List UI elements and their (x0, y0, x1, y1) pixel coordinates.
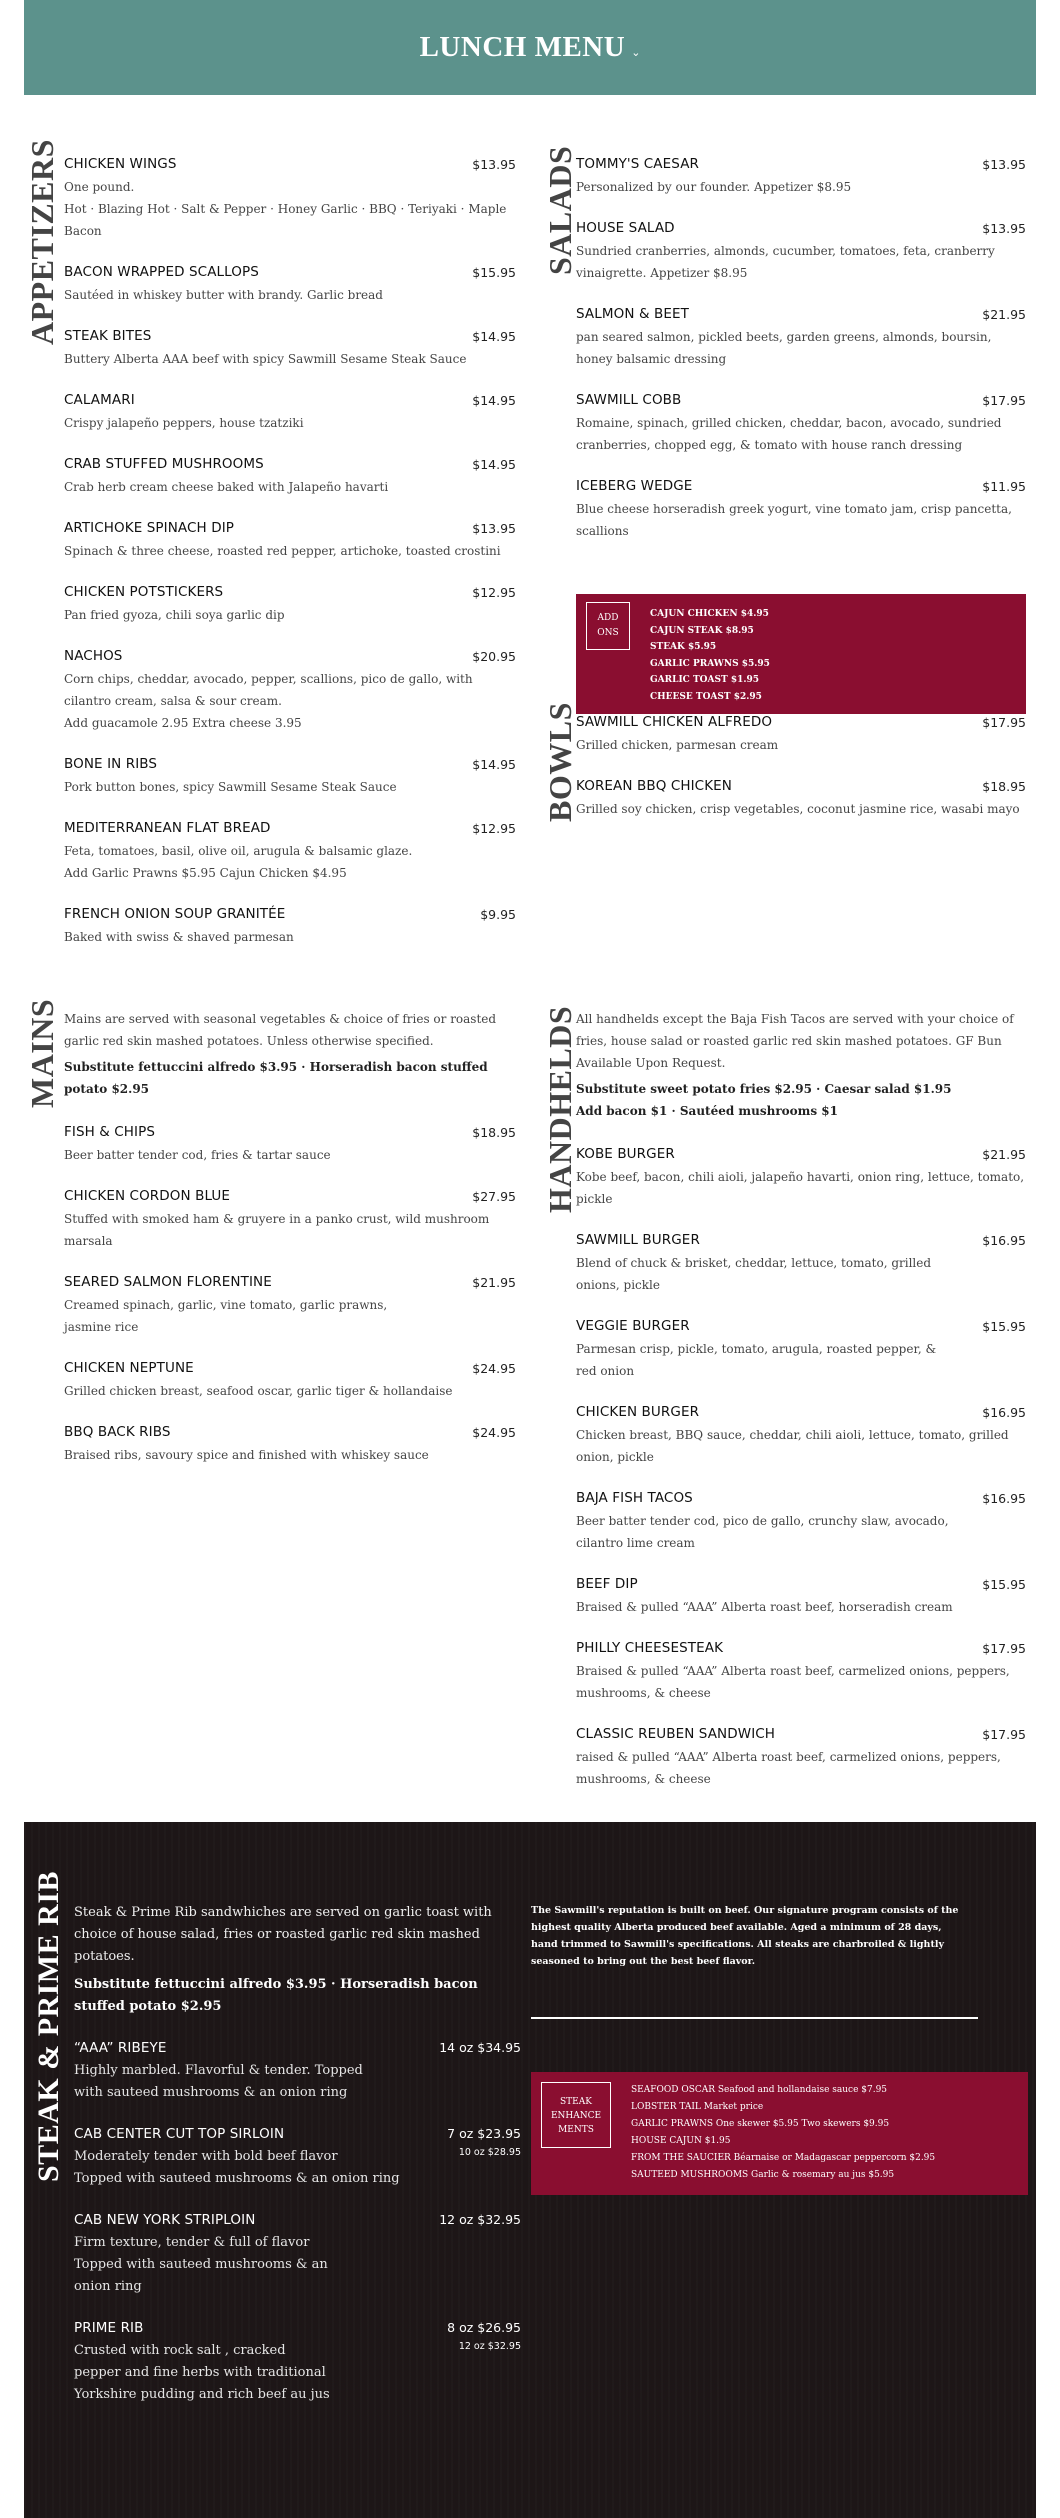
item-price: $14.95 (472, 757, 516, 772)
menu-item: KOREAN BBQ CHICKEN $18.95 Grilled soy chicken, crisp vegetables, coconut jasmine rice, wasabi mayo (576, 778, 1026, 820)
item-price: $21.95 (982, 1147, 1026, 1162)
menu-item: CRAB STUFFED MUSHROOMS $14.95 Crab herb cream cheese baked with Jalapeño havarti (64, 456, 516, 498)
menu-item: CHICKEN NEPTUNE $24.95 Grilled chicken breast, seafood oscar, garlic tiger & hollandaise (64, 1360, 516, 1402)
item-description: Kobe beef, bacon, chili aioli, jalapeño havarti, onion ring, lettuce, tomato, pickle (576, 1170, 1025, 1206)
item-price: $13.95 (982, 157, 1026, 172)
item-description: Feta, tomatoes, basil, olive oil, arugula & balsamic glaze. Add Garlic Prawns $5.95 Cajun Chicken $4.95 (64, 844, 413, 880)
bowls-section (530, 700, 1060, 900)
item-price: $14.95 (472, 393, 516, 408)
item-description: Creamed spinach, garlic, vine tomato, garlic prawns, jasmine rice (64, 1298, 388, 1334)
menu-item: CLASSIC REUBEN SANDWICH $17.95 raised & pulled “AAA” Alberta roast beef, carmelized onions, peppers, mushrooms, & cheese (576, 1726, 1026, 1790)
list-item: SEAFOOD OSCAR Seafood and hollandaise sauce $7.95 (631, 2085, 888, 2095)
item-price: $15.95 (982, 1577, 1026, 1592)
list-item: HOUSE CAJUN $1.95 (631, 2136, 731, 2146)
list-item: LOBSTER TAIL Market price (631, 2102, 764, 2112)
item-price: $15.95 (472, 265, 516, 280)
menu-item: PHILLY CHEESESTEAK $17.95 Braised & pulled “AAA” Alberta roast beef, carmelized onions, peppers, mushrooms, & cheese (576, 1640, 1026, 1704)
menu-item: ICEBERG WEDGE $11.95 Blue cheese horseradish greek yogurt, vine tomato jam, crisp pancetta, scallions (576, 478, 1026, 542)
list-item: GARLIC PRAWNS One skewer $5.95 Two skewers $9.95 (631, 2119, 890, 2129)
item-description: Spinach & three cheese, roasted red pepper, artichoke, toasted crostini (64, 544, 501, 558)
menu-item: CAB CENTER CUT TOP SIRLOIN 7 oz $23.95 10 oz $28.95 Moderately tender with bold beef flavor Topped with sauteed mushrooms & an onion ring (74, 2126, 521, 2190)
item-price: $24.95 (472, 1425, 516, 1440)
item-price: $16.95 (982, 1233, 1026, 1248)
menu-item: VEGGIE BURGER $15.95 Parmesan crisp, pickle, tomato, arugula, roasted pepper, & red onion (576, 1318, 1026, 1382)
item-description: Sautéed in whiskey butter with brandy. Garlic bread (64, 288, 383, 302)
menu-item: CHICKEN BURGER $16.95 Chicken breast, BBQ sauce, cheddar, chili aioli, lettuce, tomato, grilled onion, pickle (576, 1404, 1026, 1468)
menu-item: SALMON & BEET $21.95 pan seared salmon, pickled beets, garden greens, almonds, boursin, honey balsamic dressing (576, 306, 1026, 370)
menu-item: CHICKEN WINGS $13.95 One pound. Hot · Blazing Hot · Salt & Pepper · Honey Garlic · BBQ · Teriyaki · Maple Bacon (64, 156, 516, 242)
beef-program-info: The Sawmill's reputation is built on beef. Our signature program consists of the highest quality Alberta produced beef available. Aged a minimum of 28 days, hand trimmed to Sawmill's specifications. All steaks are charbroiled & lightly seasoned to bring out the best beef flavor. (531, 1905, 959, 1967)
item-description: Grilled soy chicken, crisp vegetables, coconut jasmine rice, wasabi mayo (576, 802, 1020, 816)
list-item: CHEESE TOAST $2.95 (650, 691, 762, 702)
list-item: GARLIC TOAST $1.95 (650, 675, 760, 685)
item-price: $18.95 (982, 779, 1026, 794)
appetizers-section (0, 0, 530, 960)
menu-item: STEAK BITES $14.95 Buttery Alberta AAA beef with spicy Sawmill Sesame Steak Sauce (64, 328, 516, 370)
item-description: Buttery Alberta AAA beef with spicy Sawmill Sesame Steak Sauce (64, 352, 467, 366)
menu-item: BBQ BACK RIBS $24.95 Braised ribs, savoury spice and finished with whiskey sauce (64, 1424, 516, 1466)
item-description: Pan fried gyoza, chili soya garlic dip (64, 608, 285, 622)
item-price: $27.95 (472, 1189, 516, 1204)
add-ons-badge: ADD ONS (586, 602, 630, 650)
chevron-down-icon[interactable]: ⌄ (631, 46, 641, 59)
item-description: Sundried cranberries, almonds, cucumber, tomatoes, feta, cranberry vinaigrette. Appetizer $8.95 (576, 244, 995, 280)
list-item: CAJUN CHICKEN $4.95 (650, 609, 769, 619)
item-price: $20.95 (472, 649, 516, 664)
menu-item: BONE IN RIBS $14.95 Pork button bones, spicy Sawmill Sesame Steak Sauce (64, 756, 516, 798)
item-description: raised & pulled “AAA” Alberta roast beef, carmelized onions, peppers, mushrooms, & cheese (576, 1750, 1001, 1786)
item-description: Beer batter tender cod, pico de gallo, crunchy slaw, avocado, cilantro lime cream (576, 1514, 949, 1550)
item-description: Braised ribs, savoury spice and finished with whiskey sauce (64, 1448, 429, 1462)
list-item: GARLIC PRAWNS $5.95 (650, 658, 770, 669)
item-description: One pound. Hot · Blazing Hot · Salt & Pepper · Honey Garlic · BBQ · Teriyaki · Maple Bacon (64, 180, 507, 238)
menu-item: CALAMARI $14.95 Crispy jalapeño peppers, house tzatziki (64, 392, 516, 434)
steak-enhancements-list (631, 2082, 935, 2184)
steak-heading: STEAK & PRIME RIB (32, 1870, 65, 2182)
item-price: 8 oz $26.95 12 oz $32.95 (447, 2320, 521, 2352)
menu-item: “AAA” RIBEYE 14 oz $34.95 Highly marbled. Flavorful & tender. Topped with sauteed mushrooms & an onion ring (74, 2040, 521, 2104)
list-item: CAJUN STEAK $8.95 (650, 625, 754, 636)
steak-section (24, 1822, 1036, 2518)
item-description: Highly marbled. Flavorful & tender. Topped with sauteed mushrooms & an onion ring (74, 2063, 363, 2100)
menu-item: SAWMILL COBB $17.95 Romaine, spinach, grilled chicken, cheddar, bacon, avocado, sundried cranberries, chopped egg, & tomato with house ranch dressing (576, 392, 1026, 456)
menu-item: TOMMY'S CAESAR $13.95 Personalized by our founder. Appetizer $8.95 (576, 156, 1026, 198)
item-price: $12.95 (472, 585, 516, 600)
item-description: Crab herb cream cheese baked with Jalapeño havarti (64, 480, 389, 494)
item-description: Crusted with rock salt , cracked pepper and fine herbs with traditional Yorkshire pudding and rich beef au jus (74, 2343, 330, 2402)
item-description: Braised & pulled “AAA” Alberta roast beef, carmelized onions, peppers, mushrooms, & cheese (576, 1664, 1010, 1700)
item-price: $17.95 (982, 1641, 1026, 1656)
item-price: $12.95 (472, 821, 516, 836)
item-description: Baked with swiss & shaved parmesan (64, 930, 294, 944)
page-title: LUNCH MENU (419, 31, 626, 63)
item-description: Romaine, spinach, grilled chicken, cheddar, bacon, avocado, sundried cranberries, chopped egg, & tomato with house ranch dressing (576, 416, 1002, 452)
list-item: FROM THE SAUCIER Béarnaise or Madagascar peppercorn $2.95 (631, 2153, 936, 2163)
item-description: Beer batter tender cod, fries & tartar sauce (64, 1148, 331, 1162)
item-price: $14.95 (472, 329, 516, 344)
add-ons-box (576, 594, 1026, 714)
item-price: $17.95 (982, 393, 1026, 408)
steak-enhancements-badge: STEAK ENHANCE MENTS (541, 2082, 611, 2148)
item-price: $9.95 (480, 907, 516, 922)
item-price: $11.95 (982, 479, 1026, 494)
item-description: Moderately tender with bold beef flavor Topped with sauteed mushrooms & an onion ring (74, 2149, 400, 2186)
item-description: Crispy jalapeño peppers, house tzatziki (64, 416, 304, 430)
item-description: Firm texture, tender & full of flavor Topped with sauteed mushrooms & an onion ring (74, 2235, 328, 2294)
item-price: $16.95 (982, 1491, 1026, 1506)
list-item: STEAK $5.95 (650, 642, 717, 652)
menu-item: BEEF DIP $15.95 Braised & pulled “AAA” Alberta roast beef, horseradish cream (576, 1576, 1026, 1618)
menu-item: SAWMILL CHICKEN ALFREDO $17.95 Grilled chicken, parmesan cream (576, 714, 1026, 756)
mains-substitutions: Substitute fettuccini alfredo $3.95 · Horseradish bacon stuffed potato $2.95 (64, 1060, 488, 1096)
menu-item: CAB NEW YORK STRIPLOIN 12 oz $32.95 Firm texture, tender & full of flavor Topped with sauteed mushrooms & an onion ring (74, 2212, 521, 2298)
steak-intro: Steak & Prime Rib sandwhiches are served on garlic toast with choice of house salad, fries or roasted garlic red skin mashed potatoes. Substitute fettuccini alfredo $3.95 · Horseradish bacon stuffed potato $2.95 (74, 1902, 494, 2018)
item-price: $21.95 (472, 1275, 516, 1290)
item-description: Parmesan crisp, pickle, tomato, arugula, roasted pepper, & red onion (576, 1342, 937, 1378)
item-price: 14 oz $34.95 (439, 2040, 521, 2055)
item-description: Corn chips, cheddar, avocado, pepper, scallions, pico de gallo, with cilantro cream, salsa & sour cream. Add guacamole 2.95 Extra cheese 3.95 (64, 672, 473, 730)
menu-item: NACHOS $20.95 Corn chips, cheddar, avocado, pepper, scallions, pico de gallo, with cilantro cream, salsa & sour cream. Add guacamole 2.95 Extra cheese 3.95 (64, 648, 516, 734)
handhelds-intro: All handhelds except the Baja Fish Tacos are served with your choice of fries, house salad or roasted garlic red skin mashed potatoes. GF Bun Available Upon Request. Substitute sweet potato fries $2.95 · Caesar salad $1.95 Add bacon $1 · Sautéed mushrooms $1 (576, 1008, 1026, 1122)
item-price: $16.95 (982, 1405, 1026, 1420)
mains-intro: Mains are served with seasonal vegetables & choice of fries or roasted garlic red skin mashed potatoes. Unless otherwise specified. Substitute fettuccini alfredo $3.95 · Horseradish bacon stuffed potato $2.95 (64, 1008, 516, 1100)
item-price: 7 oz $23.95 10 oz $28.95 (447, 2126, 521, 2158)
item-description: Blend of chuck & brisket, cheddar, lettuce, tomato, grilled onions, pickle (576, 1256, 932, 1292)
handhelds-heading: HANDHELDS (542, 1005, 578, 1213)
steak-substitutions: Substitute fettuccini alfredo $3.95 · Horseradish bacon stuffed potato $2.95 (74, 1977, 478, 2014)
divider (531, 2017, 978, 2019)
menu-item: CHICKEN CORDON BLUE $27.95 Stuffed with smoked ham & gruyere in a panko crust, wild mushroom marsala (64, 1188, 516, 1252)
item-price: $17.95 (982, 715, 1026, 730)
item-description: Chicken breast, BBQ sauce, cheddar, chili aioli, lettuce, tomato, grilled onion, pickle (576, 1428, 1009, 1464)
handhelds-section (530, 1000, 1060, 1800)
item-price: $18.95 (472, 1125, 516, 1140)
item-price: $15.95 (982, 1319, 1026, 1334)
mains-heading: MAINS (24, 998, 60, 1108)
item-description: Grilled chicken, parmesan cream (576, 738, 779, 752)
item-price: $13.95 (472, 521, 516, 536)
item-description: Stuffed with smoked ham & gruyere in a panko crust, wild mushroom marsala (64, 1212, 490, 1248)
menu-item: KOBE BURGER $21.95 Kobe beef, bacon, chili aioli, jalapeño havarti, onion ring, lettuce, tomato, pickle (576, 1146, 1026, 1210)
menu-item: BAJA FISH TACOS $16.95 Beer batter tender cod, pico de gallo, crunchy slaw, avocado, cilantro lime cream (576, 1490, 1026, 1554)
item-description: Personalized by our founder. Appetizer $8.95 (576, 180, 852, 194)
menu-item: SEARED SALMON FLORENTINE $21.95 Creamed spinach, garlic, vine tomato, garlic prawns, jasmine rice (64, 1274, 516, 1338)
item-price: $13.95 (472, 157, 516, 172)
item-price: $21.95 (982, 307, 1026, 322)
steak-enhancements-box (531, 2072, 1028, 2195)
menu-item: HOUSE SALAD $13.95 Sundried cranberries, almonds, cucumber, tomatoes, feta, cranberry vinaigrette. Appetizer $8.95 (576, 220, 1026, 284)
item-price: 12 oz $32.95 (439, 2212, 521, 2227)
menu-item: ARTICHOKE SPINACH DIP $13.95 Spinach & three cheese, roasted red pepper, artichoke, toasted crostini (64, 520, 516, 562)
list-item: SAUTEED MUSHROOMS Garlic & rosemary au jus $5.95 (631, 2170, 895, 2180)
item-description: pan seared salmon, pickled beets, garden greens, almonds, boursin, honey balsamic dressing (576, 330, 992, 366)
menu-item: SAWMILL BURGER $16.95 Blend of chuck & brisket, cheddar, lettuce, tomato, grilled onions, pickle (576, 1232, 1026, 1296)
mains-section (0, 1000, 530, 1480)
item-price: $17.95 (982, 1727, 1026, 1742)
menu-item: BACON WRAPPED SCALLOPS $15.95 Sautéed in whiskey butter with brandy. Garlic bread (64, 264, 516, 306)
bowls-heading: BOWLS (542, 702, 578, 822)
salads-heading: SALADS (542, 145, 578, 275)
appetizers-heading: APPETIZERS (24, 139, 60, 345)
item-description: Pork button bones, spicy Sawmill Sesame Steak Sauce (64, 780, 397, 794)
item-price: $24.95 (472, 1361, 516, 1376)
handhelds-substitutions: Substitute sweet potato fries $2.95 · Caesar salad $1.95 Add bacon $1 · Sautéed mushrooms $1 (576, 1082, 952, 1118)
item-price: $14.95 (472, 457, 516, 472)
menu-item: FRENCH ONION SOUP GRANITÉE $9.95 Baked with swiss & shaved parmesan (64, 906, 516, 948)
item-description: Grilled chicken breast, seafood oscar, garlic tiger & hollandaise (64, 1384, 453, 1398)
menu-item: MEDITERRANEAN FLAT BREAD $12.95 Feta, tomatoes, basil, olive oil, arugula & balsamic glaze. Add Garlic Prawns $5.95 Cajun Chicken $4.95 (64, 820, 516, 884)
menu-item: CHICKEN POTSTICKERS $12.95 Pan fried gyoza, chili soya garlic dip (64, 584, 516, 626)
item-description: Braised & pulled “AAA” Alberta roast beef, horseradish cream (576, 1600, 953, 1614)
item-description: Blue cheese horseradish greek yogurt, vine tomato jam, crisp pancetta, scallions (576, 502, 1012, 538)
menu-item: FISH & CHIPS $18.95 Beer batter tender cod, fries & tartar sauce (64, 1124, 516, 1166)
add-ons-list (650, 606, 770, 705)
menu-item: PRIME RIB 8 oz $26.95 12 oz $32.95 Crusted with rock salt , cracked pepper and fine herbs with traditional Yorkshire pudding and rich beef au jus (74, 2320, 521, 2406)
item-price: $13.95 (982, 221, 1026, 236)
